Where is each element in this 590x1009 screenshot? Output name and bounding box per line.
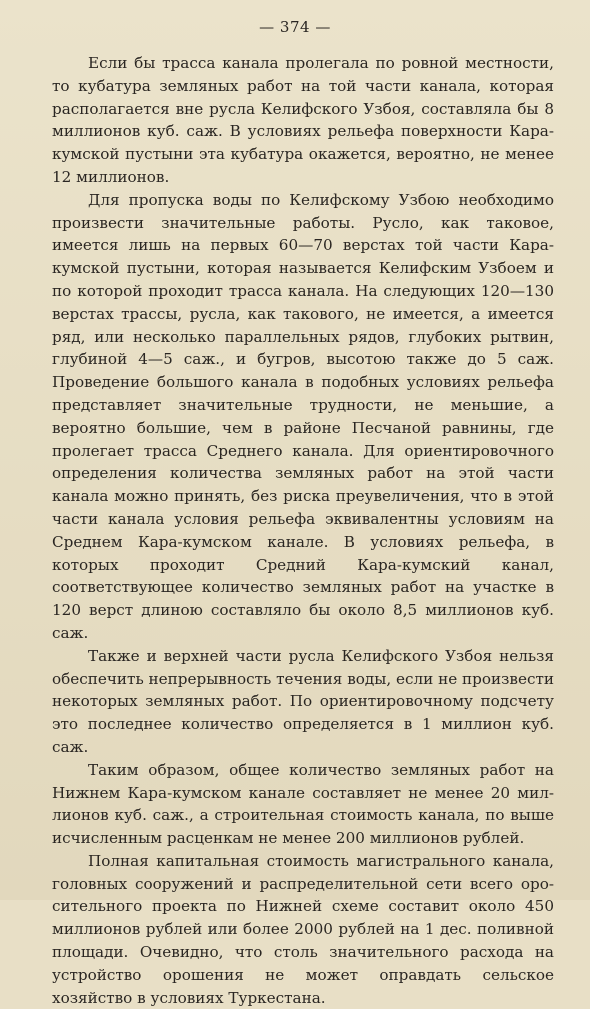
body-text	[52, 52, 554, 1009]
paragraph: Если бы трасса канала пролегала по ровной местности, то кубатура земляных работ на той части канала, которая располагается вне русла Келифского Узбоя, составляла бы 8 миллионов куб. саж. В условиях рельефа поверхности Каракумской пустыни эта кубатура окажется, вероятно, не менее 12 миллионов.	[52, 54, 554, 186]
paragraph: Для пропуска воды по Келифскому Узбою необходимо произвести значительные работы. Русло, как таковое, имеется лишь на первых 60—70 верстах той части Кара-кумской пустыни, которая называется Келифским Узбоем и по которой проходит трасса канала. На следующих 120—130 верстах трассы, русла, как такового, не имеется, а имеется ряд, или несколько параллельных рядов, глубоких рытвин, глубиной 4—5 саж., и бугров, высотою также до 5 саж. Проведение большого канала в подобных условиях рельефа представляет значительные трудности, не меньшие, а вероятно большие, чем в районе Песчаной равнины, где пролегает трасса Среднего канала. Для ориентировочного определения количества земляных работ на этой части канала можно принять, без риска преувеличения, что в этой части канала условия рельефа эквивалентны условиям на Среднем Кара-кумском канале. В условиях рельефа, в которых проходит Средний Кара-кумский канал, соответствующее количество земляных работ на участке в 120 верст длиною составляло бы около 8,5 миллионов куб. саж.	[52, 190, 554, 642]
paragraph: Также и верхней части русла Келифского Узбоя нельзя обеспечить непрерывность течения воды, если не произвести некоторых земляных работ. По ориентировочному подсчету это последнее количество определяется в 1 миллион куб. саж.	[52, 646, 554, 756]
paragraph: Полная капитальная стоимость магистрального канала, головных сооружений и распределительной сети всего оросительного проекта по Нижней схеме составит около 450 миллионов рублей или более 2000 рублей на 1 дес. поливной площади. Очевидно, что столь значительного расхода на устройство орошения не может оправдать сельское хозяйство в условиях Туркестана.	[52, 851, 554, 1007]
paragraph: Таким образом, общее количество земляных работ на Нижнем Кара-кумском канале составляет не менее 20 миллионов куб. саж., а строительная стоимость канала, по выше исчисленным расценкам не менее 200 миллионов рублей.	[52, 760, 554, 848]
page-number: — 374 —	[259, 18, 331, 36]
